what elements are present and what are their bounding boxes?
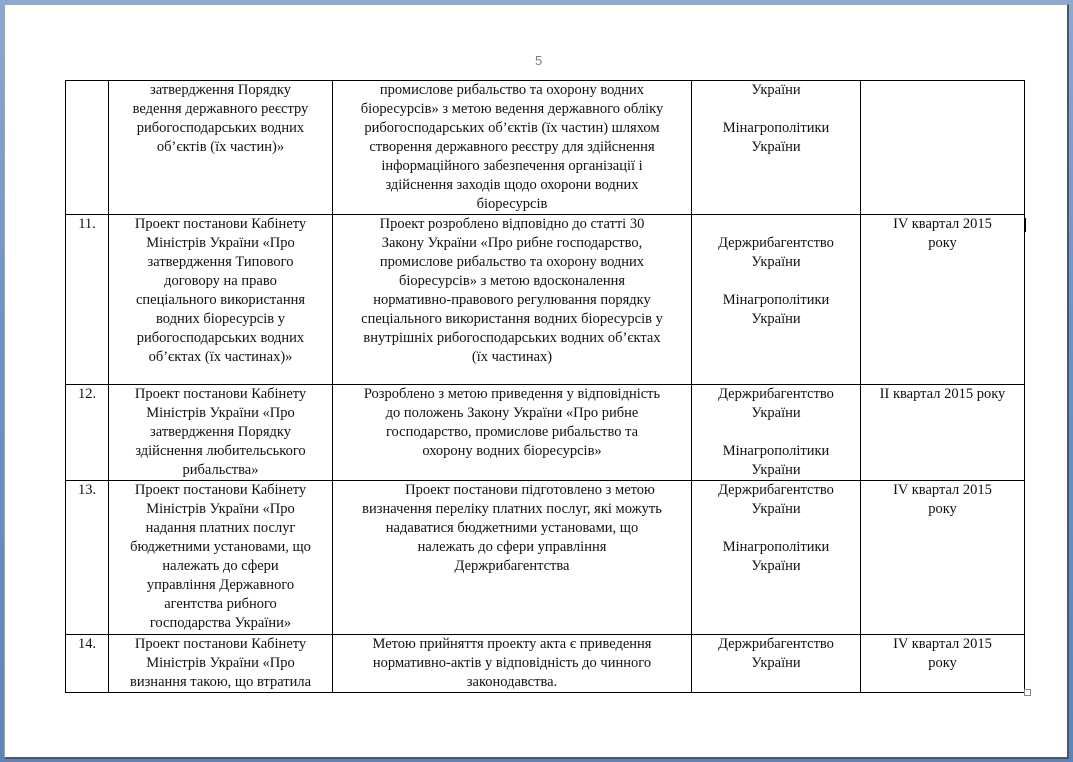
cell-description[interactable] bbox=[333, 385, 692, 481]
description-line: Проект розроблено відповідно до статті 30 bbox=[379, 216, 645, 232]
description-line: належать до сфери управління bbox=[417, 539, 607, 555]
cell-responsible[interactable] bbox=[692, 635, 861, 693]
title-line: агентства рибного bbox=[164, 596, 277, 612]
title-line: об’єктів (їх частин)» bbox=[156, 139, 285, 155]
title-line: затвердження Порядку bbox=[150, 82, 291, 98]
title-line: Міністрів України «Про bbox=[146, 501, 295, 517]
title-line: визнання такою, що втратила bbox=[129, 674, 312, 690]
cell-description[interactable] bbox=[333, 481, 692, 635]
cell-term[interactable] bbox=[861, 635, 1025, 693]
cell-responsible[interactable] bbox=[692, 481, 861, 635]
title-line: ведення державного реєстру bbox=[132, 101, 309, 117]
responsible-line bbox=[696, 215, 856, 234]
cell-description[interactable] bbox=[333, 635, 692, 693]
term-line: II квартал 2015 року bbox=[879, 386, 1006, 402]
cell-title[interactable] bbox=[109, 481, 333, 635]
term-line: року bbox=[928, 655, 957, 671]
cell-term[interactable] bbox=[861, 481, 1025, 635]
cell-num[interactable]: 14. bbox=[66, 635, 109, 693]
table-row bbox=[66, 215, 1025, 385]
description-line: визначення переліку платних послуг, які можуть bbox=[362, 501, 662, 517]
cell-num[interactable]: 12. bbox=[66, 385, 109, 481]
term-line: IV квартал 2015 bbox=[893, 482, 992, 498]
responsible-line: Держрибагентство bbox=[718, 482, 834, 498]
title-line: договору на право bbox=[164, 273, 277, 289]
responsible-line: Мінагрополітики bbox=[722, 443, 830, 459]
description-line: Держрибагентства bbox=[454, 558, 570, 574]
title-line: рибогосподарських водних bbox=[136, 120, 305, 136]
responsible-line: України bbox=[751, 139, 801, 155]
table-row bbox=[66, 635, 1025, 693]
table-resize-handle[interactable] bbox=[1024, 689, 1031, 696]
description-line: здійснення заходів щодо охорони водних bbox=[385, 177, 639, 193]
description-line: надаватися бюджетними установами, що bbox=[385, 520, 639, 536]
description-line: (їх частинах) bbox=[471, 349, 553, 365]
responsible-line: Держрибагентство bbox=[718, 235, 834, 251]
title-line: спеціального використання bbox=[135, 292, 306, 308]
description-line: Проект постанови підготовлено з метою bbox=[405, 482, 655, 498]
title-line: Проект постанови Кабінету bbox=[134, 216, 307, 232]
title-line: належать до сфери bbox=[162, 558, 279, 574]
responsible-line: України bbox=[751, 501, 801, 517]
responsible-line bbox=[696, 423, 856, 442]
description-line: законодавства. bbox=[466, 674, 558, 690]
description-line: внутрішніх рибогосподарських водних об’єктах bbox=[363, 330, 661, 346]
title-line: затвердження Порядку bbox=[150, 424, 291, 440]
cell-responsible[interactable] bbox=[692, 81, 861, 215]
responsible-line: Мінагрополітики bbox=[722, 120, 830, 136]
description-line: охорону водних біоресурсів» bbox=[422, 443, 602, 459]
description-line: нормативно-актів у відповідність до чинного bbox=[372, 655, 652, 671]
term-line: IV квартал 2015 bbox=[893, 216, 992, 232]
responsible-line: України bbox=[751, 254, 801, 270]
title-line: Проект постанови Кабінету bbox=[134, 636, 307, 652]
cell-term[interactable] bbox=[861, 385, 1025, 481]
cell-term[interactable] bbox=[861, 81, 1025, 215]
title-line: управління Державного bbox=[146, 577, 295, 593]
cell-title[interactable] bbox=[109, 215, 333, 385]
title-line: Міністрів України «Про bbox=[146, 405, 295, 421]
description-line: інформаційного забезпечення організації і bbox=[381, 158, 643, 174]
description-line: Розроблено з метою приведення у відповідність bbox=[363, 386, 661, 402]
plan-table bbox=[65, 80, 1025, 693]
responsible-line: України bbox=[751, 655, 801, 671]
responsible-line: України bbox=[751, 558, 801, 574]
cell-description[interactable] bbox=[333, 215, 692, 385]
description-line: спеціального використання водних біоресурсів у bbox=[361, 311, 663, 327]
description-line: Закону України «Про рибне господарство, bbox=[381, 235, 643, 251]
cell-term[interactable] bbox=[861, 215, 1025, 385]
title-line: Міністрів України «Про bbox=[146, 235, 295, 251]
term-line: року bbox=[928, 235, 957, 251]
title-line: Проект постанови Кабінету bbox=[134, 386, 307, 402]
page-number: 5 bbox=[535, 53, 543, 68]
title-line: Міністрів України «Про bbox=[146, 655, 295, 671]
responsible-line bbox=[696, 272, 856, 291]
description-line: біоресурсів» з метою ведення державного обліку bbox=[360, 101, 664, 117]
cell-num[interactable] bbox=[66, 81, 109, 215]
description-line: промислове рибальство та охорону водних bbox=[379, 254, 645, 270]
responsible-line: України bbox=[751, 311, 801, 327]
cell-num[interactable]: 13. bbox=[66, 481, 109, 635]
responsible-line: Держрибагентство bbox=[718, 636, 834, 652]
cell-responsible[interactable] bbox=[692, 215, 861, 385]
responsible-line: України bbox=[751, 405, 801, 421]
term-line: року bbox=[928, 501, 957, 517]
title-line: рибальства» bbox=[182, 462, 259, 478]
responsible-line bbox=[696, 100, 856, 119]
title-line: водних біоресурсів у bbox=[156, 311, 285, 327]
table-row bbox=[66, 481, 1025, 635]
title-line: Проект постанови Кабінету bbox=[134, 482, 307, 498]
description-line: створення державного реєстру для здійснення bbox=[369, 139, 655, 155]
description-line: до положень Закону України «Про рибне bbox=[385, 405, 639, 421]
description-line: Метою прийняття проекту акта є приведення bbox=[372, 636, 652, 652]
cell-title[interactable] bbox=[109, 81, 333, 215]
cell-title[interactable] bbox=[109, 635, 333, 693]
table-row bbox=[66, 81, 1025, 215]
description-line: біоресурсів bbox=[476, 196, 548, 212]
responsible-line: Мінагрополітики bbox=[722, 292, 830, 308]
cell-title[interactable] bbox=[109, 385, 333, 481]
description-line: рибогосподарських об’єктів (їх частин) шляхом bbox=[364, 120, 660, 136]
title-line: затвердження Типового bbox=[147, 254, 294, 270]
responsible-line: Мінагрополітики bbox=[722, 539, 830, 555]
text-cursor bbox=[1024, 218, 1026, 232]
title-line: господарства України» bbox=[149, 615, 292, 631]
title-line: бюджетними установами, що bbox=[130, 539, 311, 555]
title-line: надання платних послуг bbox=[145, 520, 296, 536]
responsible-line bbox=[696, 519, 856, 538]
table-row bbox=[66, 385, 1025, 481]
responsible-line: України bbox=[751, 82, 801, 98]
description-line: промислове рибальство та охорону водних bbox=[379, 82, 645, 98]
term-line: IV квартал 2015 bbox=[893, 636, 992, 652]
title-line: здійснення любительського bbox=[135, 443, 306, 459]
cell-description[interactable] bbox=[333, 81, 692, 215]
description-line: нормативно-правового регулювання порядку bbox=[373, 292, 651, 308]
title-line: рибогосподарських водних bbox=[136, 330, 305, 346]
description-line: господарство, промислове рибальство та bbox=[385, 424, 639, 440]
description-line: біоресурсів» з метою вдосконалення bbox=[398, 273, 626, 289]
title-line: об’єктах (їх частинах)» bbox=[148, 349, 293, 365]
responsible-line: Держрибагентство bbox=[718, 386, 834, 402]
cell-responsible[interactable] bbox=[692, 385, 861, 481]
cell-num[interactable]: 11. bbox=[66, 215, 109, 385]
responsible-line: України bbox=[751, 462, 801, 478]
